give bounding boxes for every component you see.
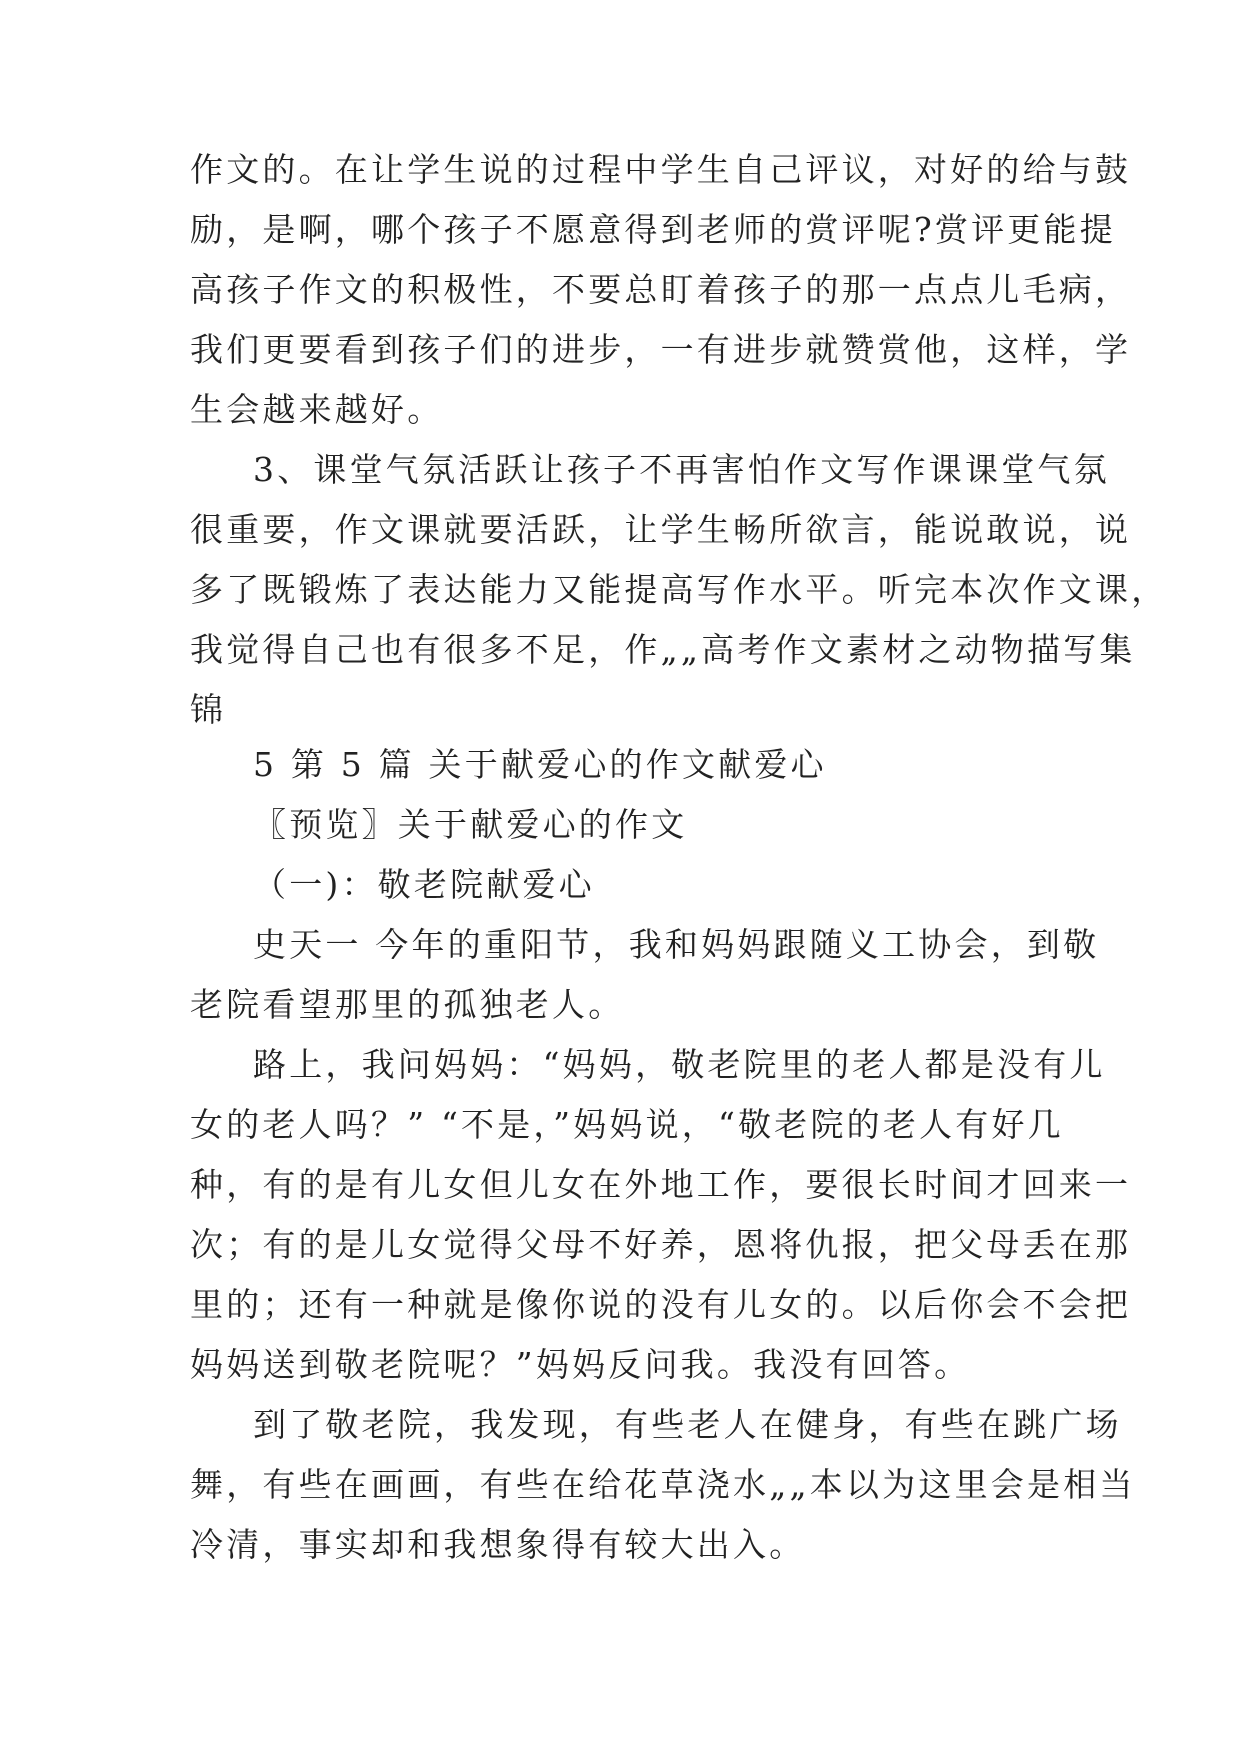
text-line: 我觉得自己也有很多不足，作„„高考作文素材之动物描写集 — [190, 630, 1136, 669]
text-line: 多了既锻炼了表达能力又能提高写作水平。听完本次作文课， — [190, 570, 1168, 609]
text-line: 次；有的是儿女觉得父母不好养，恩将仇报，把父母丢在那 — [190, 1225, 1132, 1264]
sub-heading: （一)：敬老院献爱心 — [253, 865, 595, 904]
text-line: 老院看望那里的孤独老人。 — [190, 985, 625, 1024]
preview-heading: 〖预览〗关于献爱心的作文 — [253, 805, 688, 844]
text-line: 舞，有些在画画，有些在给花草浇水„„本以为这里会是相当 — [190, 1465, 1136, 1504]
text-line: 女的老人吗？” “不是，”妈妈说，“敬老院的老人有好几 — [190, 1105, 1064, 1144]
text-line: 路上，我问妈妈：“妈妈，敬老院里的老人都是没有儿 — [253, 1045, 1106, 1084]
text-line: 史天一 今年的重阳节，我和妈妈跟随义工协会，到敬 — [253, 925, 1100, 964]
text-line: 锦 — [190, 690, 227, 729]
text-line: 我们更要看到孩子们的进步，一有进步就赞赏他，这样，学 — [190, 330, 1132, 369]
text-line: 里的；还有一种就是像你说的没有儿女的。以后你会不会把 — [190, 1285, 1132, 1324]
text-line: 种，有的是有儿女但儿女在外地工作，要很长时间才回来一 — [190, 1165, 1132, 1204]
text-line: 到了敬老院，我发现，有些老人在健身，有些在跳广场 — [253, 1405, 1122, 1444]
text-line: 3、课堂气氛活跃让孩子不再害怕作文写作课课堂气氛 — [253, 450, 1110, 489]
text-line: 生会越来越好。 — [190, 390, 444, 429]
text-line: 妈妈送到敬老院呢？”妈妈反问我。我没有回答。 — [190, 1345, 971, 1384]
section-heading: 5 第 5 篇 关于献爱心的作文献爱心 — [253, 745, 827, 784]
text-line: 高孩子作文的积极性，不要总盯着孩子的那一点点儿毛病， — [190, 270, 1132, 309]
text-line: 冷清，事实却和我想象得有较大出入。 — [190, 1525, 806, 1564]
text-line: 励，是啊，哪个孩子不愿意得到老师的赏评呢?赏评更能提 — [190, 210, 1116, 249]
text-line: 作文的。在让学生说的过程中学生自己评议，对好的给与鼓 — [190, 150, 1132, 189]
text-line: 很重要，作文课就要活跃，让学生畅所欲言，能说敢说，说 — [190, 510, 1132, 549]
